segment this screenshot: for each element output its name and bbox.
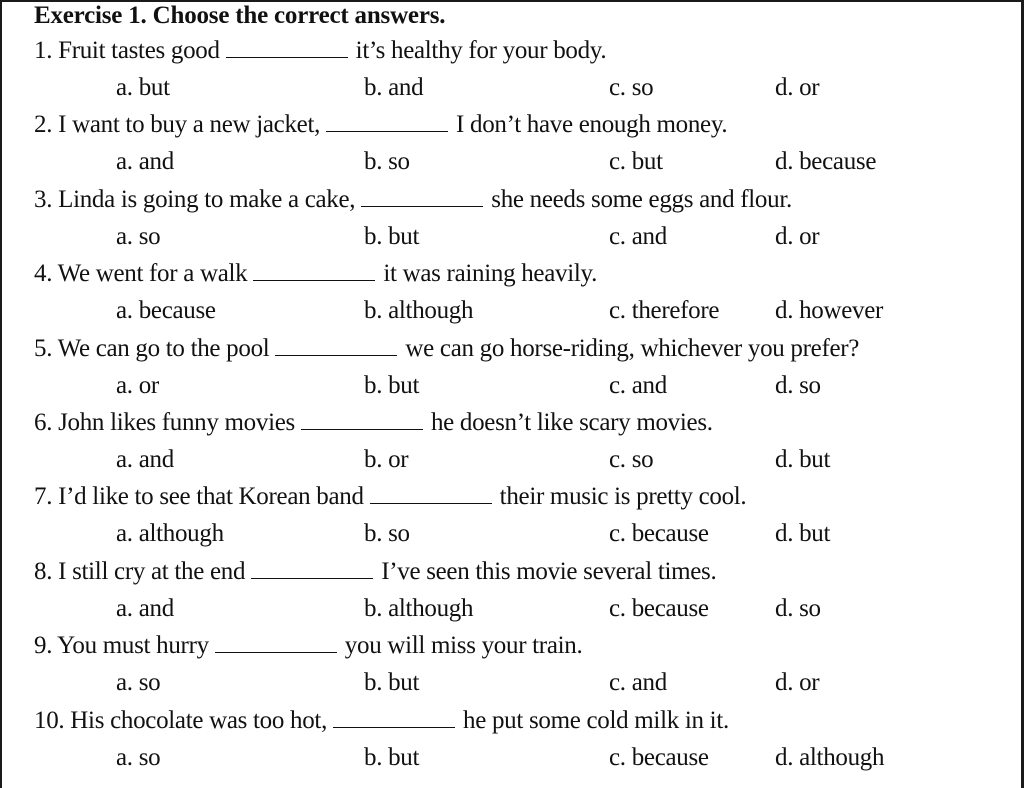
answer-blank[interactable]	[301, 411, 423, 430]
stem-before: 4. We went for a walk	[34, 260, 248, 288]
stem-before: 8. I still cry at the end	[34, 557, 246, 585]
stem-before: 6. John likes funny movies	[34, 408, 295, 436]
option-d[interactable]: d. or	[775, 74, 820, 101]
option-d[interactable]: d. but	[775, 445, 831, 473]
option-c[interactable]: c. because	[609, 520, 709, 548]
question-stem	[34, 330, 859, 367]
option-b[interactable]: b. although	[364, 297, 474, 325]
option-b[interactable]: b. but	[364, 222, 420, 250]
stem-after: she needs some eggs and flour.	[491, 185, 792, 213]
question-stem	[34, 106, 727, 143]
stem-after: I’ve seen this movie several times.	[381, 557, 717, 585]
stem-after: I don’t have enough money.	[456, 111, 728, 139]
option-b[interactable]: b. so	[364, 148, 410, 176]
question-7	[0, 478, 1024, 552]
answer-blank[interactable]	[215, 634, 337, 653]
question-5	[0, 330, 1024, 404]
option-a[interactable]: a. so	[116, 669, 161, 697]
stem-before: 5. We can go to the pool	[34, 334, 270, 362]
option-c[interactable]: c. but	[609, 148, 663, 176]
option-d[interactable]: d. or	[775, 222, 820, 250]
stem-before: 10. His chocolate was too hot,	[34, 706, 328, 734]
question-stem	[34, 255, 597, 292]
option-b[interactable]: b. or	[364, 445, 409, 473]
stem-after: it was raining heavily.	[383, 260, 598, 288]
question-1	[0, 32, 1024, 106]
stem-after: we can go horse-riding, whichever you prefer?	[405, 334, 860, 362]
option-d[interactable]: d. so	[775, 594, 821, 622]
question-10	[0, 702, 1024, 776]
exercise-title: Exercise 1. Choose the correct answers.	[34, 2, 446, 29]
option-a[interactable]: a. or	[116, 371, 159, 399]
stem-before: 2. I want to buy a new jacket,	[34, 111, 321, 139]
option-c[interactable]: c. and	[609, 669, 667, 697]
stem-after: he doesn’t like scary movies.	[430, 408, 713, 436]
option-d[interactable]: d. so	[775, 371, 821, 399]
answer-blank[interactable]	[253, 262, 375, 281]
answer-blank[interactable]	[226, 39, 348, 58]
answer-blank[interactable]	[326, 113, 448, 132]
option-d[interactable]: d. because	[775, 148, 877, 176]
question-2	[0, 106, 1024, 180]
answer-blank[interactable]	[275, 337, 397, 356]
question-stem	[34, 181, 792, 218]
question-stem	[34, 478, 746, 515]
option-a[interactable]: a. and	[116, 148, 174, 176]
question-stem	[34, 32, 606, 69]
option-c[interactable]: c. and	[609, 371, 667, 399]
stem-after: their music is pretty cool.	[499, 483, 747, 511]
question-stem	[34, 553, 716, 590]
stem-before: 1. Fruit tastes good	[34, 37, 220, 64]
option-a[interactable]: a. and	[116, 594, 174, 622]
stem-before: 7. I’d like to see that Korean band	[34, 483, 364, 511]
option-c[interactable]: c. because	[609, 743, 709, 771]
option-b[interactable]: b. and	[364, 74, 424, 101]
option-c[interactable]: c. so	[609, 445, 654, 473]
question-list	[0, 32, 1024, 776]
question-4	[0, 255, 1024, 329]
option-b[interactable]: b. so	[364, 520, 410, 548]
option-a[interactable]: a. so	[116, 222, 161, 250]
option-c[interactable]: c. because	[609, 594, 709, 622]
option-a[interactable]: a. because	[116, 297, 216, 325]
stem-after: he put some cold milk in it.	[463, 706, 729, 734]
stem-before: 9. You must hurry	[34, 632, 209, 660]
question-stem	[34, 627, 582, 664]
option-a[interactable]: a. although	[116, 520, 224, 548]
question-6	[0, 404, 1024, 478]
option-d[interactable]: d. however	[775, 297, 884, 325]
question-8	[0, 553, 1024, 627]
question-9	[0, 627, 1024, 701]
question-stem	[34, 404, 713, 441]
stem-before: 3. Linda is going to make a cake,	[34, 185, 356, 213]
stem-after: it’s healthy for your body.	[355, 37, 607, 64]
option-a[interactable]: a. and	[116, 445, 174, 473]
option-b[interactable]: b. although	[364, 594, 474, 622]
option-c[interactable]: c. so	[609, 74, 654, 101]
option-d[interactable]: d. but	[775, 520, 831, 548]
answer-blank[interactable]	[361, 188, 483, 207]
answer-blank[interactable]	[333, 709, 455, 728]
option-b[interactable]: b. but	[364, 743, 420, 771]
option-a[interactable]: a. but	[116, 74, 170, 101]
option-d[interactable]: d. although	[775, 743, 885, 771]
option-c[interactable]: c. therefore	[609, 297, 720, 325]
answer-blank[interactable]	[251, 560, 373, 579]
option-b[interactable]: b. but	[364, 669, 420, 697]
option-d[interactable]: d. or	[775, 669, 820, 697]
stem-after: you will miss your train.	[344, 632, 583, 660]
option-b[interactable]: b. but	[364, 371, 420, 399]
answer-blank[interactable]	[370, 485, 492, 504]
question-3	[0, 181, 1024, 255]
option-a[interactable]: a. so	[116, 743, 161, 771]
option-c[interactable]: c. and	[609, 222, 667, 250]
question-stem	[34, 702, 729, 739]
